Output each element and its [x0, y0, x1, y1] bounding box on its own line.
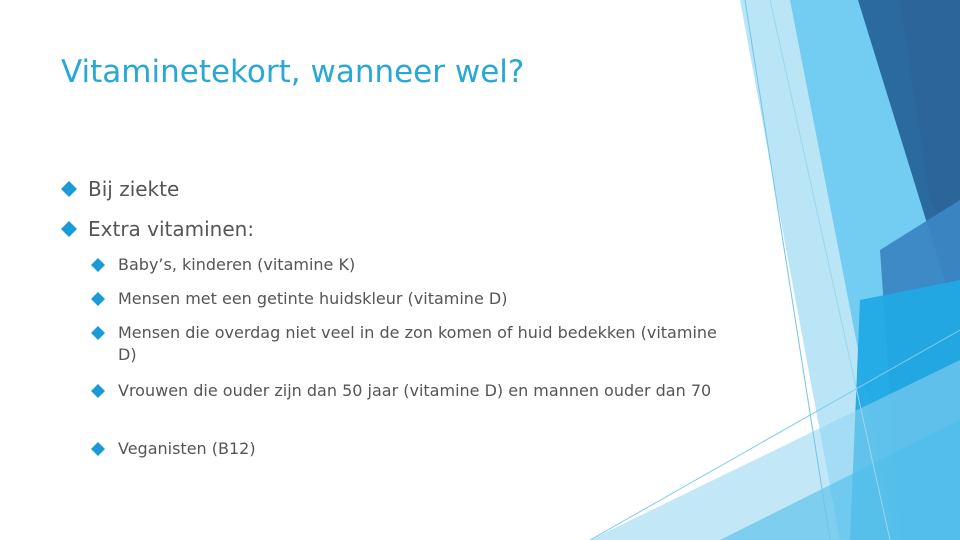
sub-bullet-label: Mensen met een getinte huidskleur (vitamine D): [118, 289, 508, 308]
sub-bullet-label: Vrouwen die ouder zijn dan 50 jaar (vitamine D) en mannen ouder dan 70: [118, 381, 712, 400]
sub-bullet-label: Veganisten (B12): [118, 439, 256, 458]
diamond-bullet-icon: [91, 326, 105, 340]
bullet-label: Bij ziekte: [88, 177, 180, 201]
diamond-bullet-icon: [91, 442, 105, 456]
sub-bullet-item-babys: [91, 254, 731, 276]
sub-bullet-item-veganisten: [91, 438, 731, 460]
sub-bullet-item-niet-veel-zon: [91, 322, 731, 366]
sub-bullet-label: Mensen die overdag niet veel in de zon komen of huid bedekken (vitamine D): [118, 323, 717, 364]
diamond-bullet-icon: [91, 292, 105, 306]
bullet-label: Extra vitaminen:: [88, 217, 255, 241]
bullet-item-bij-ziekte: [61, 176, 179, 202]
slide-title: Vitaminetekort, wanneer wel?: [61, 54, 525, 90]
bullet-item-extra-vitaminen: [61, 216, 254, 242]
diamond-bullet-icon: [91, 258, 105, 272]
diamond-bullet-icon: [61, 221, 77, 237]
diamond-bullet-icon: [91, 384, 105, 398]
sub-bullet-item-getinte-huidskleur: [91, 288, 731, 310]
sub-bullet-item-vrouwen-mannen: [91, 380, 731, 402]
sub-bullet-label: Baby’s, kinderen (vitamine K): [118, 255, 356, 274]
diamond-bullet-icon: [61, 181, 77, 197]
